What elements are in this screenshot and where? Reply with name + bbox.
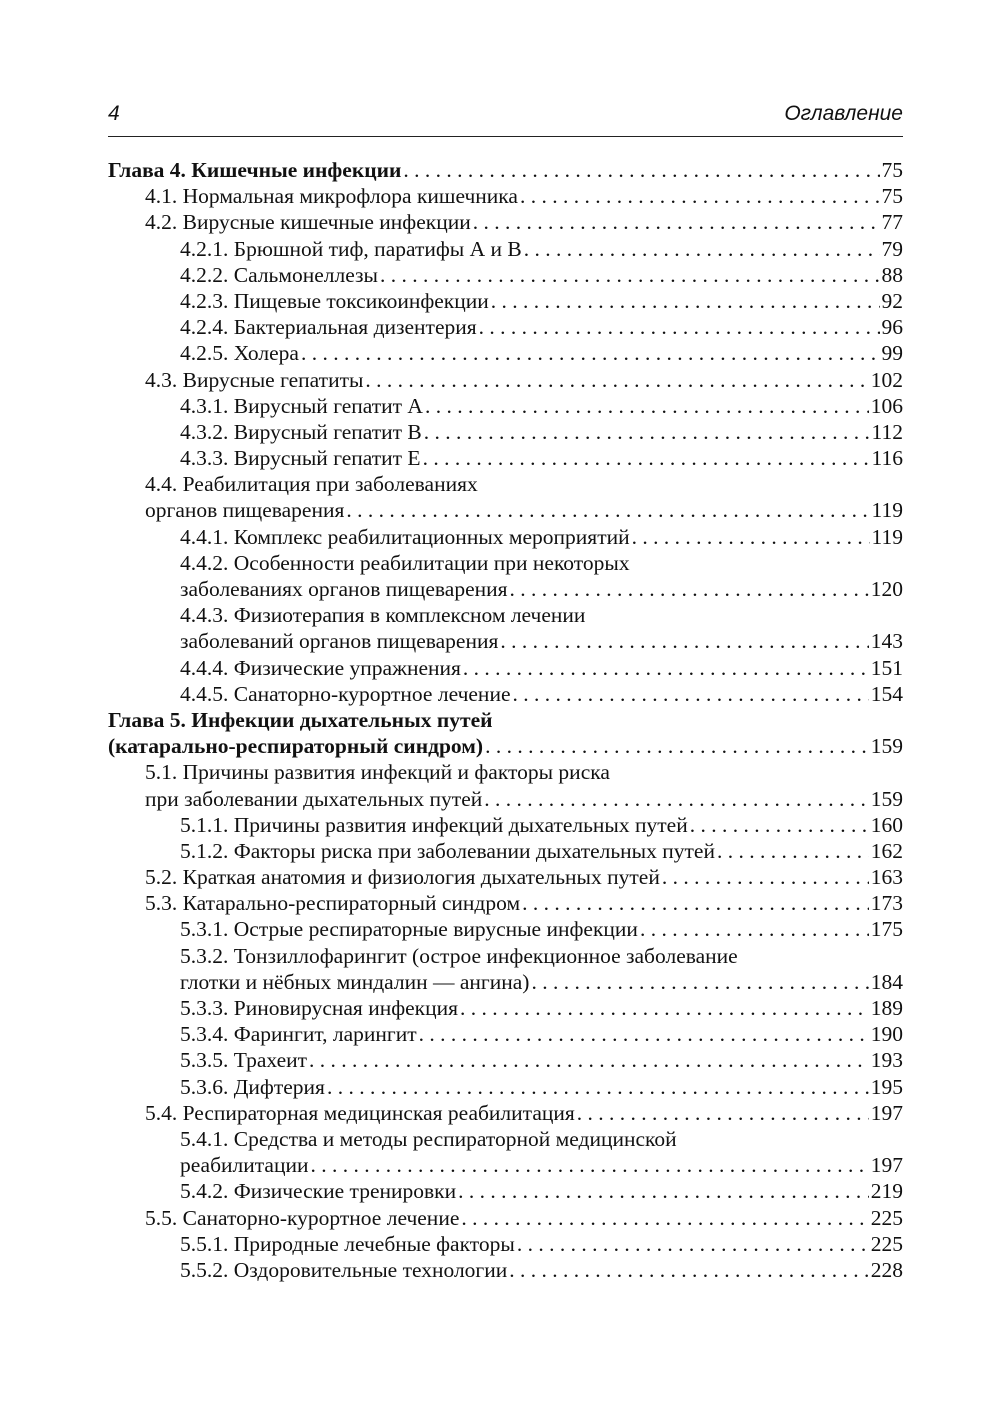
dot-leader xyxy=(309,1047,869,1073)
toc-entry-line xyxy=(108,209,903,235)
toc-entry-line xyxy=(108,183,903,209)
toc-page-number: 228 xyxy=(870,1257,903,1282)
toc-page-number: 151 xyxy=(870,655,903,680)
toc-entry-title: 4.2.5. Холера xyxy=(180,341,299,366)
toc-entry-title: глотки и нёбных миндалин — ангина) xyxy=(180,969,530,994)
dot-leader xyxy=(524,236,880,262)
toc-entry-line xyxy=(108,314,903,340)
toc-page-number: 159 xyxy=(870,734,903,759)
toc-entry-line xyxy=(108,1100,903,1126)
toc-entry-title: 5.3.2. Тонзиллофарингит (острое инфекционное заболевание xyxy=(180,943,738,968)
toc-entry-title: Глава 4. Кишечные инфекции xyxy=(108,158,402,182)
dot-leader xyxy=(473,209,880,235)
toc-entry-title: 4.3.3. Вирусный гепатит Е xyxy=(180,446,421,471)
toc-entry-line xyxy=(108,1152,903,1178)
section-title: Оглавление xyxy=(784,102,903,125)
toc-page-number: 197 xyxy=(870,1100,903,1125)
dot-leader xyxy=(479,314,880,340)
toc-entry-title: 4.4.3. Физиотерапия в комплексном лечении xyxy=(180,603,586,628)
dot-leader xyxy=(403,157,879,183)
toc-page-number: 75 xyxy=(881,158,903,182)
dot-leader xyxy=(460,995,869,1021)
toc-entry-line xyxy=(108,995,903,1021)
toc-entry-title: 4.4.4. Физические упражнения xyxy=(180,655,461,680)
toc-entry-title: 5.3.3. Риновирусная инфекция xyxy=(180,996,459,1020)
toc-entry-line xyxy=(108,838,903,864)
dot-leader xyxy=(301,340,880,366)
toc-page-number: 119 xyxy=(871,498,903,523)
dot-leader xyxy=(425,393,869,419)
dot-leader xyxy=(513,681,869,707)
toc-page-number: 225 xyxy=(870,1205,903,1230)
toc-entry-title: заболеваниях органов пищеварения xyxy=(180,577,508,601)
toc-entry-line xyxy=(108,550,903,576)
page-number: 4 xyxy=(108,102,120,125)
toc-entry-title: 4.2.4. Бактериальная дизентерия xyxy=(180,315,477,340)
dot-leader xyxy=(380,262,880,288)
toc-entry-title: 4.4.5. Санаторно-курортное лечение xyxy=(180,681,511,706)
toc-entry-title: 4.1. Нормальная микрофлора кишечника xyxy=(145,184,518,209)
toc-entry-title: 5.4.1. Средства и методы респираторной медицинской xyxy=(180,1126,677,1151)
dot-leader xyxy=(520,183,880,209)
toc-page-number: 92 xyxy=(881,288,903,313)
toc-page-number: 99 xyxy=(881,341,903,366)
toc-entry-line xyxy=(108,1021,903,1047)
toc-page-number: 154 xyxy=(870,681,903,706)
toc-entry-line xyxy=(108,1126,903,1152)
toc-entry-title: 5.3.1. Острые респираторные вирусные инфекции xyxy=(180,917,638,942)
running-header xyxy=(108,100,903,137)
dot-leader xyxy=(510,576,869,602)
toc-entry-line xyxy=(108,1257,903,1283)
toc-entry-line xyxy=(108,628,903,654)
toc-entry-line xyxy=(108,969,903,995)
toc-entry-title: заболеваний органов пищеварения xyxy=(180,629,499,654)
dot-leader xyxy=(522,890,869,916)
dot-leader xyxy=(424,419,870,445)
toc-page-number: 160 xyxy=(870,812,903,837)
toc-entry-line xyxy=(108,367,903,393)
toc-entry-line xyxy=(108,943,903,969)
toc-entry-line xyxy=(108,864,903,890)
toc-page-number: 184 xyxy=(870,969,903,994)
toc-entry-title: 4.3.1. Вирусный гепатит А xyxy=(180,393,423,418)
dot-leader xyxy=(500,628,868,654)
toc-page-number: 190 xyxy=(870,1022,903,1047)
toc-page-number: 225 xyxy=(870,1231,903,1256)
toc-entry-line xyxy=(108,812,903,838)
toc-entry-title: 5.2. Краткая анатомия и физиология дыхательных путей xyxy=(145,865,660,890)
dot-leader xyxy=(662,864,869,890)
toc-page-number: 79 xyxy=(881,236,903,261)
toc-entry-line xyxy=(108,602,903,628)
toc-entry-line xyxy=(108,340,903,366)
toc-entry-line xyxy=(108,1074,903,1100)
toc-entry-title: Глава 5. Инфекции дыхательных путей xyxy=(108,707,493,732)
dot-leader xyxy=(458,1178,869,1204)
toc-entry-line xyxy=(108,1178,903,1204)
dot-leader xyxy=(419,1021,869,1047)
toc-entry-title: 5.5.1. Природные лечебные факторы xyxy=(180,1231,515,1256)
toc-entry-line xyxy=(108,786,903,812)
toc-entry-line xyxy=(108,759,903,785)
toc-page-number: 77 xyxy=(881,210,903,235)
toc-page-number: 106 xyxy=(870,393,903,418)
toc-entry-title: 5.5.2. Оздоровительные технологии xyxy=(180,1257,508,1282)
dot-leader xyxy=(690,812,869,838)
toc-entry-title: 5.3.5. Трахеит xyxy=(180,1048,308,1073)
toc-entry-line xyxy=(108,288,903,314)
toc-page-number: 189 xyxy=(870,996,903,1020)
toc-entry-line xyxy=(108,445,903,471)
dot-leader xyxy=(365,367,868,393)
dot-leader xyxy=(327,1074,869,1100)
toc-entry-line xyxy=(108,262,903,288)
dot-leader xyxy=(461,1205,868,1231)
toc-entry-title: органов пищеварения xyxy=(145,498,345,523)
toc-entry-title: 5.1. Причины развития инфекций и факторы риска xyxy=(145,760,610,785)
toc-entry-title: 4.2. Вирусные кишечные инфекции xyxy=(145,210,471,235)
toc-entry-line xyxy=(108,576,903,602)
toc-entry-line xyxy=(108,890,903,916)
toc-entry-line xyxy=(108,916,903,942)
toc-entry-line xyxy=(108,236,903,262)
toc-entry-line xyxy=(108,733,903,759)
toc-entry-line xyxy=(108,524,903,550)
toc-page-number: 119 xyxy=(871,524,903,549)
dot-leader xyxy=(577,1100,869,1126)
toc-entry-title: при заболевании дыхательных путей xyxy=(145,786,483,811)
toc-entry-line xyxy=(108,655,903,681)
toc-entry-title: 4.4. Реабилитация при заболеваниях xyxy=(145,472,478,497)
dot-leader xyxy=(509,1257,868,1283)
toc-entry-line xyxy=(108,497,903,523)
toc-page-number: 96 xyxy=(881,315,903,340)
toc-page-number: 163 xyxy=(870,865,903,890)
toc-entry-line xyxy=(108,157,903,183)
toc-entry-line xyxy=(108,393,903,419)
toc-entry-title: 4.2.1. Брюшной тиф, паратифы А и В xyxy=(180,236,522,261)
toc-page-number: 116 xyxy=(871,446,903,471)
toc-entry-line xyxy=(108,1205,903,1231)
toc-page-number: 159 xyxy=(870,786,903,811)
toc-page-number: 120 xyxy=(870,577,903,601)
toc-entry-title: 5.3.4. Фарингит, ларингит xyxy=(180,1022,417,1047)
toc-page-number: 197 xyxy=(870,1153,903,1178)
toc-page-number: 75 xyxy=(881,184,903,209)
toc-entry-title: 4.3.2. Вирусный гепатит В xyxy=(180,419,422,444)
toc-entry-title: 5.5. Санаторно-курортное лечение xyxy=(145,1205,460,1230)
dot-leader xyxy=(640,916,869,942)
toc-entry-line xyxy=(108,707,903,733)
toc-entry-line xyxy=(108,471,903,497)
toc-entry-title: 5.1.2. Факторы риска при заболевании дыхательных путей xyxy=(180,838,715,863)
dot-leader xyxy=(346,497,869,523)
dot-leader xyxy=(531,969,868,995)
dot-leader xyxy=(423,445,870,471)
toc-entry-title: 4.4.1. Комплекс реабилитационных мероприятий xyxy=(180,524,630,549)
dot-leader xyxy=(632,524,870,550)
dot-leader xyxy=(485,733,869,759)
toc-page-number: 88 xyxy=(881,262,903,287)
toc-page-number: 219 xyxy=(870,1179,903,1204)
dot-leader xyxy=(484,786,869,812)
dot-leader xyxy=(311,1152,869,1178)
toc-page-number: 162 xyxy=(870,838,903,863)
toc-entry-line xyxy=(108,419,903,445)
dot-leader xyxy=(491,288,880,314)
toc-page-number: 102 xyxy=(870,367,903,392)
table-of-contents xyxy=(108,157,903,1283)
toc-entry-line xyxy=(108,1231,903,1257)
toc-page-number: 143 xyxy=(870,629,903,654)
toc-page-number: 112 xyxy=(871,419,903,444)
toc-entry-title: 5.4.2. Физические тренировки xyxy=(180,1179,457,1204)
toc-entry-title: 5.4. Респираторная медицинская реабилитация xyxy=(145,1100,575,1125)
toc-page-number: 173 xyxy=(870,891,903,916)
dot-leader xyxy=(717,838,869,864)
toc-entry-line xyxy=(108,1047,903,1073)
toc-entry-title: 5.1.1. Причины развития инфекций дыхательных путей xyxy=(180,812,688,837)
toc-entry-title: 5.3. Катарально-респираторный синдром xyxy=(145,891,521,916)
toc-entry-title: 4.3. Вирусные гепатиты xyxy=(145,367,364,392)
toc-entry-title: 4.2.3. Пищевые токсикоинфекции xyxy=(180,288,489,313)
toc-entry-title: (катарально-респираторный синдром) xyxy=(108,734,484,759)
toc-page-number: 193 xyxy=(870,1048,903,1073)
dot-leader xyxy=(463,655,869,681)
dot-leader xyxy=(517,1231,869,1257)
toc-entry-title: 4.4.2. Особенности реабилитации при некоторых xyxy=(180,550,630,575)
toc-entry-title: 5.3.6. Дифтерия xyxy=(180,1074,325,1099)
toc-page-number: 175 xyxy=(870,917,903,942)
toc-entry-line xyxy=(108,681,903,707)
toc-entry-title: реабилитации xyxy=(180,1153,309,1178)
toc-entry-title: 4.2.2. Сальмонеллезы xyxy=(180,262,378,287)
toc-page-number: 195 xyxy=(870,1074,903,1099)
